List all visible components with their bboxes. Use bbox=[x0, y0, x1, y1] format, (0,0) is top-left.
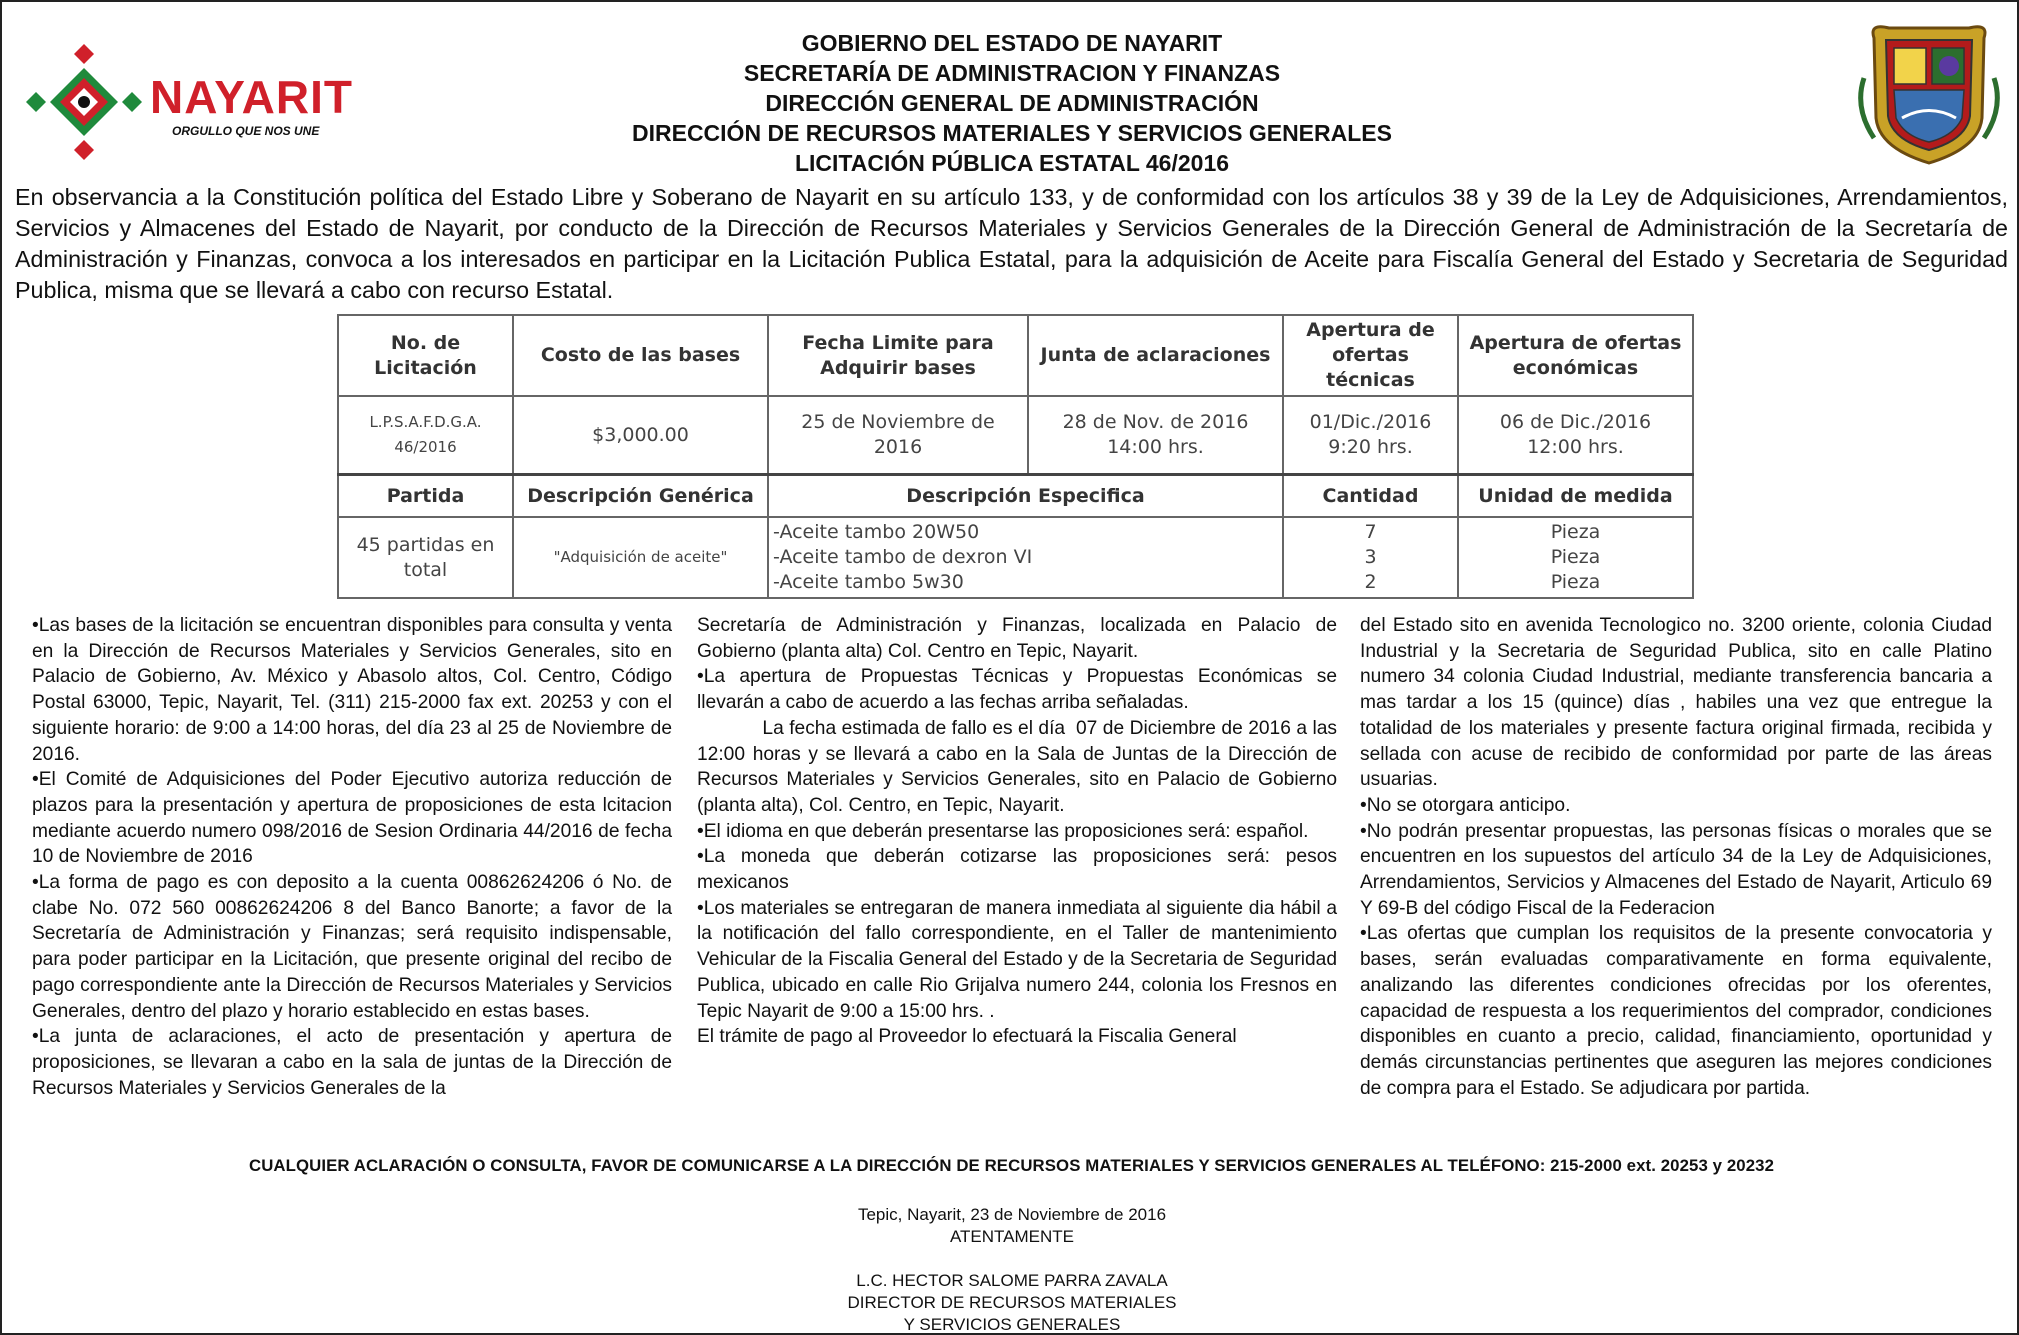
header-apertura-economicas: Apertura de ofertas económicas bbox=[1458, 315, 1693, 396]
cell-licitacion: L.P.S.A.F.D.G.A. 46/2016 bbox=[338, 396, 513, 475]
header-partida: Partida bbox=[338, 475, 513, 518]
paragraph: Secretaría de Administración y Finanzas, localizada en Palacio de Gobierno (planta alta) Col. Centro en Tepic, Nayarit. bbox=[697, 615, 1337, 662]
paragraph: •El idioma en que deberán presentarse las proposiciones será: español. bbox=[697, 820, 1309, 842]
place-date: Tepic, Nayarit, 23 de Noviembre de 2016 bbox=[857, 1205, 1167, 1224]
paragraph: •La apertura de Propuestas Técnicas y Propuestas Económicas se llevarán a cabo de acuerdo a las fechas arriba señaladas. bbox=[697, 666, 1337, 714]
logo-brand-text: NAYARIT bbox=[150, 71, 353, 123]
paragraph: •El Comité de Adquisiciones del Poder Ejecutivo autoriza reducción de plazos para la presentación y apertura de proposiciones de esta lcitacion mediante acuerdo numero 098/2016 de Sesion Ordinaria 44/2016 de fecha 10 de Noviembre de 2016 bbox=[32, 769, 672, 868]
header-government: GOBIERNO DEL ESTADO DE NAYARIT bbox=[801, 30, 1223, 56]
header-costo-bases: Costo de las bases bbox=[513, 315, 768, 396]
paragraph: •La forma de pago es con deposito a la cuenta 00862624206 ó No. de clabe No. 072 560 00862624206 8 del Banco Banorte; a favor de la Secretaría de Administración y Finanzas; será requisito indispensable, para poder participar en la Licitación, que presente original del recibo de pago correspondiente ante la Dirección de Recursos Materiales y Servicios Generales, dentro del plazo y horario establecido en estas bases. bbox=[32, 872, 672, 1022]
cell-fecha-limite: 25 de Noviembre de 2016 bbox=[768, 396, 1028, 475]
item-desc: -Aceite tambo de dexron VI bbox=[773, 546, 1033, 568]
contact-notice: CUALQUIER ACLARACIÓN O CONSULTA, FAVOR DE COMUNICARSE A LA DIRECCIÓN DE RECURSOS MATERIALES Y SERVICIOS GENERALES AL TELÉFONO: 215-2000 ext. 20253 y 20232 bbox=[248, 1156, 1775, 1175]
header-no-licitacion: No. de Licitación bbox=[338, 315, 513, 396]
paragraph: El trámite de pago al Proveedor lo efectuará la Fiscalia General bbox=[697, 1026, 1237, 1048]
nayarit-logo bbox=[22, 40, 382, 170]
header-fecha-limite: Fecha Limite para Adquirir bases bbox=[768, 315, 1028, 396]
header-direccion-recursos: DIRECCIÓN DE RECURSOS MATERIALES Y SERVICIOS GENERALES bbox=[632, 120, 1392, 146]
cell-descripcion-generica: "Adquisición de aceite" bbox=[513, 517, 768, 598]
header-unidad-medida: Unidad de medida bbox=[1458, 475, 1693, 518]
header-secretaria: SECRETARÍA DE ADMINISTRACION Y FINANZAS bbox=[743, 60, 1281, 86]
item-desc: -Aceite tambo 5w30 bbox=[773, 571, 964, 593]
item-desc: -Aceite tambo 20W50 bbox=[773, 521, 980, 543]
table-header-row-2 bbox=[338, 475, 1693, 518]
cell-descripcion-especifica bbox=[768, 517, 1283, 598]
paragraph: •No podrán presentar propuestas, las personas físicas o morales que se encuentren en los supuestos del artículo 34 de la Ley de Adquisiciones, Arrendamientos, Servicios y Almacenes del Estado de Nayarit, Articulo 69 Y 69-B del código Fiscal de la Federacion bbox=[1360, 820, 1992, 919]
header-junta-aclaraciones: Junta de aclaraciones bbox=[1028, 315, 1283, 396]
signatory-title: Y SERVICIOS GENERALES bbox=[903, 1315, 1121, 1334]
cell-costo: $3,000.00 bbox=[513, 396, 768, 475]
licitacion-table bbox=[337, 314, 1692, 599]
signatory-name: L.C. HECTOR SALOME PARRA ZAVALA bbox=[856, 1271, 1168, 1290]
cell-cantidad: 7 3 2 bbox=[1283, 517, 1458, 598]
signatory-title: DIRECTOR DE RECURSOS MATERIALES bbox=[847, 1293, 1177, 1312]
header-descripcion-generica: Descripción Genérica bbox=[513, 475, 768, 518]
coat-of-arms-icon bbox=[1854, 18, 2004, 168]
cell-economicas: 06 de Dic./2016 12:00 hrs. bbox=[1458, 396, 1693, 475]
text-column-2 bbox=[697, 613, 1343, 1050]
paragraph: •Las bases de la licitación se encuentran disponibles para consulta y venta en la Dirección de Recursos Materiales y Servicios Generales, sito en Palacio de Gobierno, Av. México y Abasolo altos, Col. Centro, Código Postal 63000, Tepic, Nayarit, Tel. (311) 215-2000 fax ext. 20253 y con el siguiente horario: de 9:00 a 14:00 horas, del día 23 al 25 de Noviembre de 2016. bbox=[32, 615, 672, 765]
header-licitacion-title: LICITACIÓN PÚBLICA ESTATAL 46/2016 bbox=[794, 150, 1230, 176]
header-direccion-general: DIRECCIÓN GENERAL DE ADMINISTRACIÓN bbox=[765, 90, 1259, 116]
closing: ATENTAMENTE bbox=[949, 1227, 1075, 1246]
logo-tagline: ORGULLO QUE NOS UNE bbox=[172, 124, 320, 138]
table-header-row bbox=[338, 315, 1693, 396]
paragraph: •La junta de aclaraciones, el acto de presentación y apertura de proposiciones, se llevaran a cabo en la sala de juntas de la Dirección de Recursos Materiales y Servicios Generales de la bbox=[32, 1026, 672, 1099]
cell-tecnicas: 01/Dic./2016 9:20 hrs. bbox=[1283, 396, 1458, 475]
paragraph: •No se otorgara anticipo. bbox=[1360, 794, 1571, 816]
text-column-3 bbox=[1360, 613, 1992, 1101]
header-cantidad: Cantidad bbox=[1283, 475, 1458, 518]
header-descripcion-especifica: Descripción Especifica bbox=[768, 475, 1283, 518]
paragraph: •Las ofertas que cumplan los requisitos de la presente convocatoria y bases, serán evaluadas comparativamente en forma equivalente, analizando las diferentes condiciones ofrecidas por los oferentes, capacidad de respuesta a los requerimientos del comprador, condiciones disponibles en cuanto a precio, calidad, financiamiento, oportunidad y demás circunstancias pertinentes que aseguren las mejores condiciones de compra para el Estado. Se adjudicara por partida. bbox=[1360, 923, 1992, 1099]
intro-paragraph: En observancia a la Constitución política del Estado Libre y Soberano de Nayarit en su artículo 133, y de conformidad con los artículos 38 y 39 de la Ley de Adquisiciones, Arrendamientos, Servicios y Almacenes del Estado de Nayarit, por conducto de la Dirección de Recursos Materiales y Servicios Generales de la Dirección General de Administración de la Secretaría de Administración y Finanzas, convoca a los interesados en participar en la Licitación Publica Estatal, para la adquisición de Aceite para Fiscalía General del Estado y Secretaria de Seguridad Publica, misma que se llevará a cabo con recurso Estatal. bbox=[15, 184, 2008, 303]
cell-junta: 28 de Nov. de 2016 14:00 hrs. bbox=[1028, 396, 1283, 475]
paragraph: del Estado sito en avenida Tecnologico no. 3200 oriente, colonia Ciudad Industrial y la Secretaria de Seguridad Publica, sito en calle Platino numero 34 colonia Ciudad Industrial, mediante transferencia bancaria a mas tardar a los 15 (quince) días , habiles una vez que entregue la totalidad de los materiales y presente factura original firmada, recibida y sellada con acuse de recibido de conformidad por parte de las áreas usuarias. bbox=[1360, 615, 1992, 791]
paragraph: •Los materiales se entregaran de manera inmediata al siguiente dia hábil a la notificación del fallo correspondiente, en el Taller de mantenimiento Vehicular de la Fiscalia General del Estado y de la Secretaria de Seguridad Publica, ubicado en calle Rio Grijalva numero 244, colonia los Fresnos en Tepic Nayarit de 9:00 a 15:00 hrs. . bbox=[697, 897, 1337, 1022]
header-apertura-tecnicas: Apertura de ofertas técnicas bbox=[1283, 315, 1458, 396]
table-row bbox=[338, 396, 1693, 475]
cell-unidad: Pieza Pieza Pieza bbox=[1458, 517, 1693, 598]
text-column-1 bbox=[32, 613, 672, 1101]
table-row bbox=[338, 517, 1693, 598]
paragraph: •La moneda que deberán cotizarse las proposiciones será: pesos mexicanos bbox=[697, 846, 1337, 894]
cell-partidas: 45 partidas en total bbox=[338, 517, 513, 598]
paragraph: La fecha estimada de fallo es el día 07 de Diciembre de 2016 a las 12:00 horas y se llevará a cabo en la Sala de Juntas de la Dirección de Recursos Materiales y Servicios Generales, sito en Palacio de Gobierno (planta alta), Col. Centro, en Tepic, Nayarit. bbox=[697, 717, 1343, 816]
signature-block bbox=[702, 1204, 1322, 1335]
document-header bbox=[442, 28, 1582, 178]
